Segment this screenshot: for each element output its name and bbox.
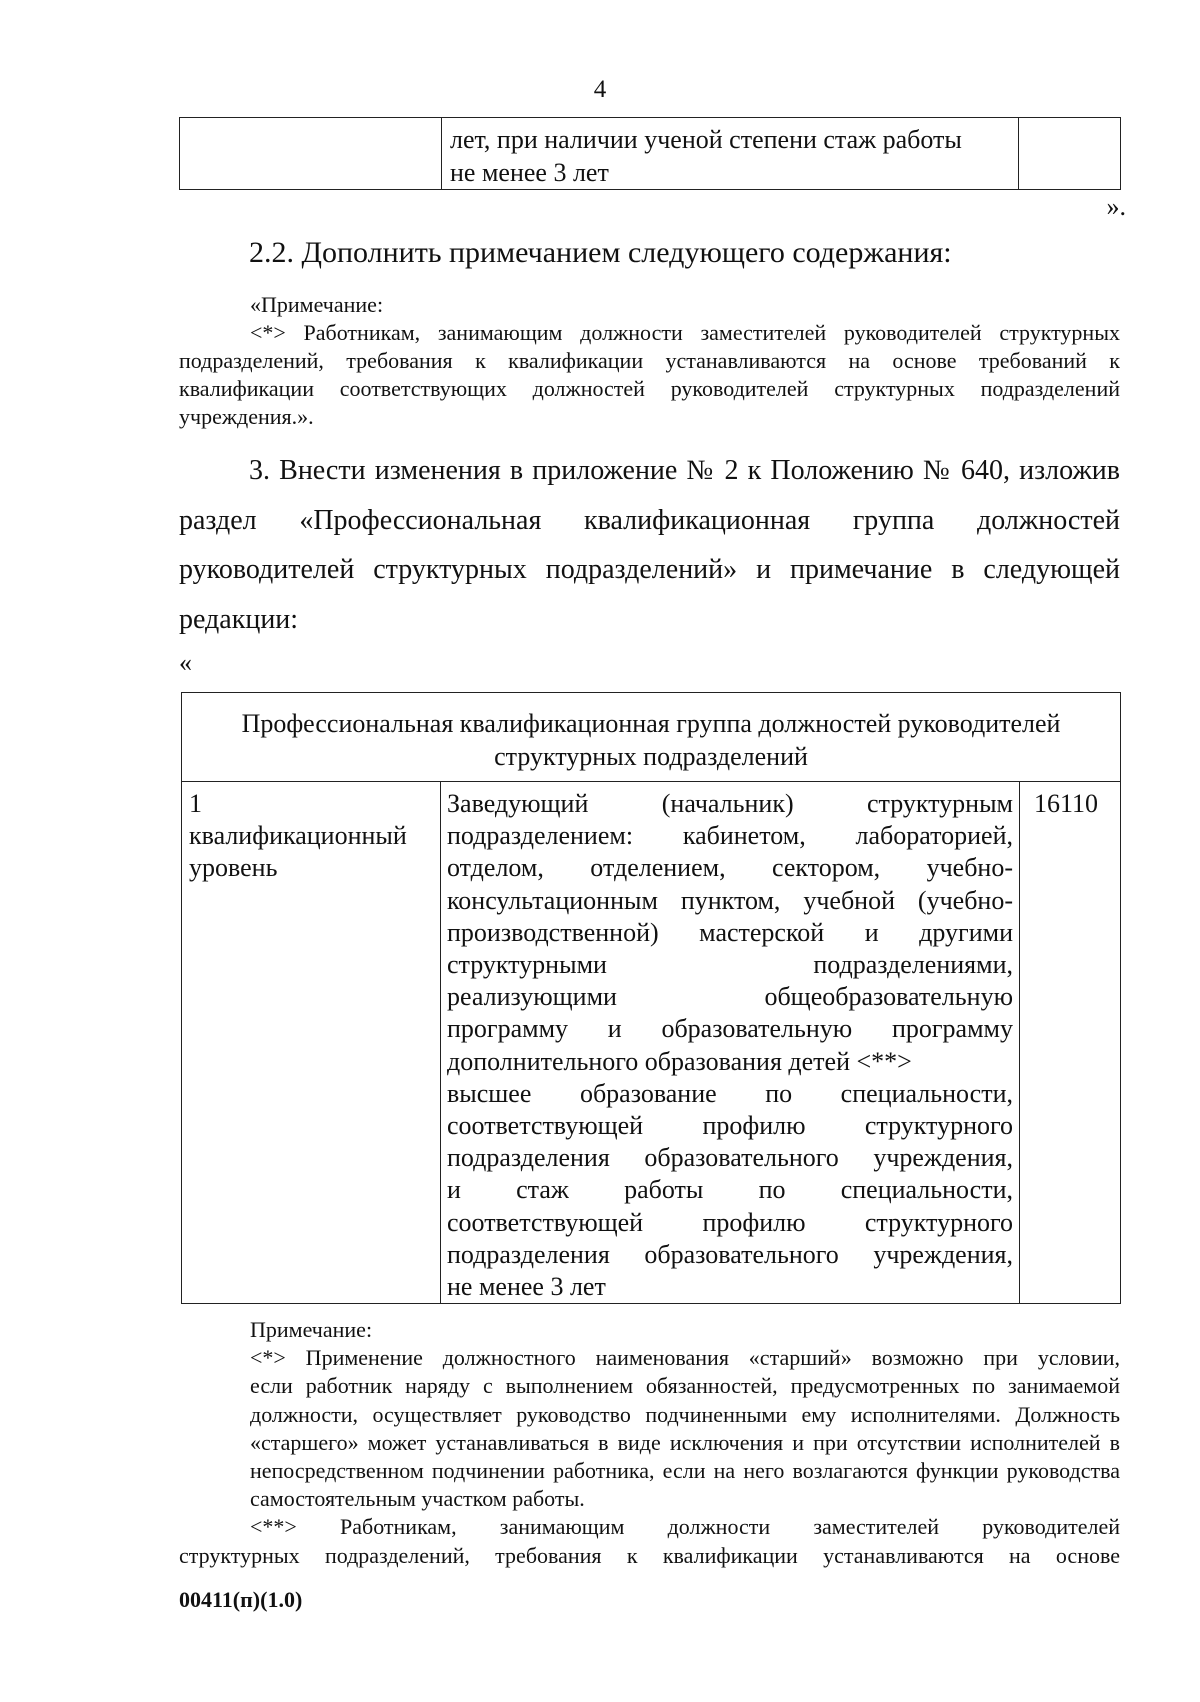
page-number: 4 (593, 76, 607, 103)
note-line: непосредственном подчинении работника, если на него возлагаются функции руководства (250, 1458, 1120, 1484)
description-line: дополнительного образования детей <**> (447, 1046, 912, 1076)
note-block-second (179, 1316, 1120, 1570)
description-line: подразделением: кабинетом, лабораторией, (447, 821, 1013, 851)
table-header (182, 693, 1120, 781)
table-header-line: структурных подразделений (494, 742, 808, 771)
top-table-fragment (179, 117, 1121, 190)
position-code-cell (1020, 782, 1121, 1304)
description-line: производственной) мастерской и другими (447, 917, 1013, 947)
note-line: подразделений, требования к квалификации устанавливаются на основе требований к (179, 348, 1120, 373)
qualification-level-line: 1 (189, 789, 202, 818)
item-3-line: раздел «Профессиональная квалификационная группа должностей (179, 504, 1120, 536)
description-line: не менее 3 лет (447, 1272, 606, 1302)
top-table-text (442, 118, 1018, 189)
note-block-first (179, 291, 1120, 431)
note-label: «Примечание: (250, 292, 384, 317)
note-line: квалификации соответствующих должностей руководителей структурных подразделений (179, 376, 1120, 401)
top-table-empty-cell-right (1019, 118, 1121, 190)
qualification-level-line: квалификационный (189, 821, 407, 851)
top-table-line: лет, при наличии ученой степени стаж работы (450, 125, 962, 154)
position-description-cell (441, 782, 1020, 1304)
description-line: и стаж работы по специальности, (447, 1175, 1013, 1205)
description-line: отделом, отделением, сектором, учебно- (447, 853, 1013, 883)
description-line: консультационным пунктом, учебной (учебно- (447, 885, 1013, 915)
position-code: 16110 (1034, 789, 1099, 818)
note-line: «старшего» может устанавливаться в виде исключения и при отсутствии исполнителей в (250, 1429, 1120, 1455)
note-paragraph-double-asterisk (179, 1513, 1120, 1569)
description-line: соответствующей профилю структурного (447, 1207, 1013, 1237)
qualification-group-table (181, 692, 1121, 1304)
description-line: соответствующей профилю структурного (447, 1111, 1013, 1141)
description-line: реализующими общеобразовательную (447, 982, 1013, 1012)
description-line: подразделения образовательного учреждения, (447, 1239, 1013, 1269)
qualification-level-cell (182, 782, 441, 1304)
note-line: <*> Применение должностного наименования «старший» возможно при условии, (250, 1345, 1120, 1371)
note-line: <**> Работникам, занимающим должности заместителей руководителей (250, 1514, 1120, 1540)
item-3-line: редакции: (179, 603, 299, 635)
note-line: должности, осуществляет руководство подчиненными ему исполнителями. Должность (250, 1401, 1120, 1427)
description-line: Заведующий (начальник) структурным (447, 789, 1013, 818)
item-3-line: руководителей структурных подразделений» и примечание в следующей (179, 554, 1120, 585)
item-3-paragraph (179, 446, 1120, 644)
note-paragraph-single-asterisk (179, 1344, 1120, 1513)
top-table-line: не менее 3 лет (450, 158, 609, 187)
table-header-line: Профессиональная квалификационная группа должностей руководителей (241, 709, 1061, 738)
note-line: если работник наряду с выполнением обязанностей, предусмотренных по занимаемой (250, 1373, 1120, 1399)
document-footer-code: 00411(п)(1.0) (179, 1587, 303, 1612)
note-line: структурных подразделений, требования к квалификации устанавливаются на основе (179, 1542, 1120, 1568)
description-line: программу и образовательную программу (447, 1014, 1013, 1044)
closing-quote: ». (1106, 192, 1126, 221)
description-line: структурными подразделениями, (447, 950, 1013, 980)
description-line: подразделения образовательного учреждения, (447, 1143, 1013, 1173)
item-3-line: 3. Внести изменения в приложение № 2 к Положению № 640, изложив (249, 455, 1120, 486)
top-table-empty-cell-left (180, 118, 442, 190)
section-heading-2-2: 2.2. Дополнить примечанием следующего содержания: (249, 236, 952, 269)
note-label: Примечание: (250, 1317, 373, 1342)
note-line: самостоятельным участком работы. (250, 1486, 585, 1512)
note-line: <*> Работникам, занимающим должности заместителей руководителей структурных (250, 320, 1120, 345)
note-line: учреждения.». (179, 404, 314, 429)
description-line: высшее образование по специальности, (447, 1078, 1013, 1108)
qualification-level-line: уровень (189, 853, 278, 883)
opening-quote: « (179, 648, 192, 677)
